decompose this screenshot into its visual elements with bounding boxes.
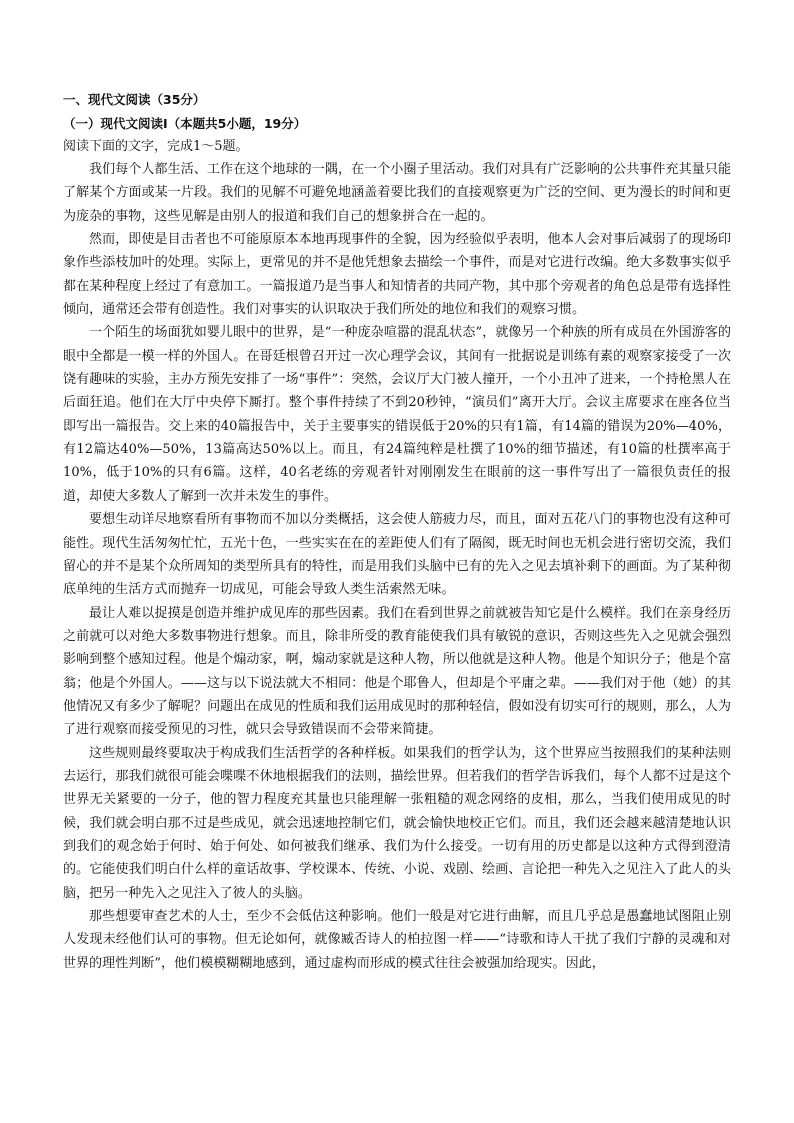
passage-paragraph-4: 要想生动详尽地察看所有事物而不加以分类概括，这会使人筋疲力尽，而且，面对五花八门的事物也没有这种可能性。现代生活匆匆忙忙，五光十色，一些实实在在的差距使人们有了隔阂，既无时间也无机会进行密切交流，我们留心的并不是某个众所周知的类型所具有的特性，而是用我们头脑中已有的先入之见去填补剩下的画面。为了某种彻底单纯的生活方式而抛弃一切成见，可能会导致人类生活索然无味。 bbox=[63, 512, 731, 598]
subsection-title: （一）现代文阅读Ⅰ（本题共5小题，19分） bbox=[63, 116, 307, 131]
reading-instruction: 阅读下面的文字，完成1～5题。 bbox=[63, 139, 249, 154]
passage-paragraph-5: 最让人难以捉摸是创造并维护成见库的那些因素。我们在看到世界之前就被告知它是什么模样。我们在亲身经历之前就可以对绝大多数事物进行想象。而且，除非所受的教育能使我们具有敏锐的意识，否则这些先入之见就会强烈影响到整个感知过程。他是个煽动家，啊，煽动家就是这种人物，所以他就是这种人物。他是个知识分子；他是个富翁；他是个外国人。——这与以下说法就大不相同：他是个耶鲁人，但却是个平庸之辈。——我们对于他（她）的其他情况又有多少了解呢？问题出在成见的性质和我们运用成见时的那种轻信，假如没有切实可行的规则，那么，人为了进行观察而接受预见的习性，就只会导致错误而不会带来简捷。 bbox=[63, 605, 731, 738]
section-title: 一、现代文阅读（35分） bbox=[63, 92, 206, 107]
document-page bbox=[63, 88, 731, 975]
passage-paragraph-2: 然而，即使是目击者也不可能原原本本地再现事件的全貌，因为经验似乎表明，他本人会对事后减弱了的现场印象作些添枝加叶的处理。实际上，更常见的并不是他凭想象去描绘一个事件，而是对它进行改编。绝大多数事实似乎都在某种程度上经过了有意加工。一篇报道乃是当事人和知情者的共同产物，其中那个旁观者的角色总是带有选择性倾向，通常还会带有创造性。我们对事实的认识取决于我们所处的地位和我们的观察习惯。 bbox=[63, 232, 731, 318]
passage-paragraph-1: 我们每个人都生活、工作在这个地球的一隅，在一个小圈子里活动。我们对具有广泛影响的公共事件充其量只能了解某个方面或某一片段。我们的见解不可避免地涵盖着要比我们的直接观察更为广泛的空间、更为漫长的时间和更为庞杂的事物，这些见解是由别人的报道和我们自己的想象拼合在一起的。 bbox=[63, 162, 731, 224]
passage-body bbox=[63, 158, 731, 975]
passage-paragraph-7: 那些想要审查艺术的人士，至少不会低估这种影响。他们一般是对它进行曲解，而且几乎总是愚蠢地试图阻止别人发现未经他们认可的事物。但无论如何，就像臧否诗人的柏拉图一样——“诗歌和诗人干扰了我们宁静的灵魂和对世界的理性判断”，他们模模糊糊地感到，通过虚构而形成的模式往往会被强加给现实。因此， bbox=[63, 909, 731, 971]
passage-paragraph-6: 这些规则最终要取决于构成我们生活哲学的各种样板。如果我们的哲学认为，这个世界应当按照我们的某种法则去运行，那我们就很可能会喋喋不休地根据我们的法则，描绘世界。但若我们的哲学告诉我们，每个人都不过是这个世界无关紧要的一分子，他的智力程度充其量也只能理解一张粗糙的观念网络的皮相，那么，当我们使用成见的时候，我们就会明白那不过是些成见，就会迅速地控制它们，就会愉快地校正它们。而且，我们还会越来越清楚地认识到我们的观念始于何时、始于何处、如何被我们继承、我们为什么接受。一切有用的历史都是以这种方式得到澄清的。它能使我们明白什么样的童话故事、学校课本、传统、小说、戏剧、绘画、言论把一种先入之见注入了此人的头脑，把另一种先入之见注入了彼人的头脑。 bbox=[63, 745, 731, 901]
passage-paragraph-3: 一个陌生的场面犹如婴儿眼中的世界，是“一种庞杂喧嚣的混乱状态”，就像另一个种族的所有成员在外国游客的眼中全都是一模一样的外国人。在哥廷根曾召开过一次心理学会议，其间有一批据说是训练有素的观察家接受了一次饶有趣味的实验，主办方预先安排了一场“事件”：突然，会议厅大门被人撞开，一个小丑冲了进来，一个持枪黑人在后面狂追。他们在大厅中央停下厮打。整个事件持续了不到20秒钟，“演员们”离开大厅。会议主席要求在座各位当即写出一篇报告。交上来的40篇报告中，关于主要事实的错误低于20%的只有1篇，有14篇的错误为20%—40%，有12篇达40%—50%，13篇高达50%以上。而且，有24篇纯粹是杜撰了10%的细节描述，有10篇的杜撰率高于10%，低于10%的只有6篇。这样，40名老练的旁观者针对刚刚发生在眼前的这一事件写出了一篇很负责任的报道，却使大多数人了解到一次并未发生的事件。 bbox=[63, 325, 731, 504]
